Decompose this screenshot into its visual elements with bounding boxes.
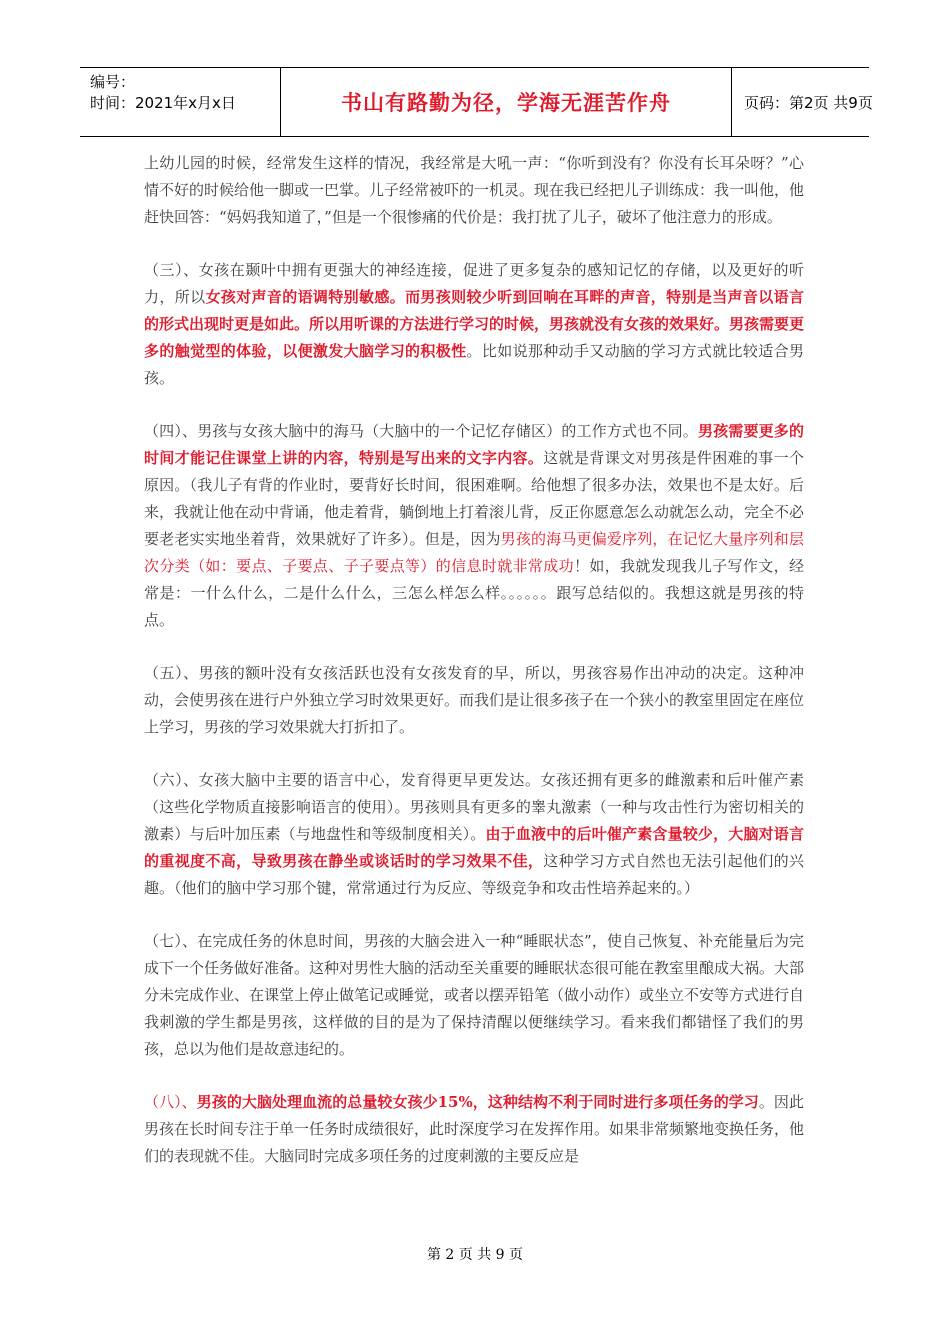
date-label: 时间：2021年x月x日 — [90, 94, 236, 112]
highlighted-text-run: 女孩对声音的语调特别敏感。而男孩则较少听到回响在耳畔的声音，特别是当声音以语言的形式出现时更是如此。所以用听课的方法进行学习的时候，男孩就没有女孩的效果好。男孩需要更多的触觉型的体验，以便激发大脑学习的积极性 — [144, 288, 805, 360]
paragraph — [144, 928, 804, 1063]
paragraph — [144, 257, 804, 392]
header-meta — [80, 68, 280, 136]
text-run: （三）、女孩在颞叶中拥有更强大的神经连接，促进了更多复杂的感知记忆的存储，以及更好的听力，所以 — [144, 261, 804, 306]
highlighted-text-run: （八）、 — [144, 1093, 197, 1111]
highlighted-text-run: 由于血液中的后叶催产素含量较少，大脑对语言的重视度不高，导致男孩在静坐或谈话时的学习效果不佳， — [144, 825, 804, 870]
highlighted-text-run: 男孩的海马更偏爱序列，在记忆大量序列和层次分类（如：要点、子要点、子子要点等）的信息时就非常成功 — [144, 530, 804, 575]
highlighted-text-run: 男孩需要更多的时间才能记住课堂上讲的内容，特别是写出来的文字内容。 — [144, 422, 804, 467]
paragraph — [144, 150, 804, 231]
paragraph — [144, 1089, 804, 1170]
text-run: （七）、在完成任务的休息时间，男孩的大脑会进入一种“睡眠状态”，使自己恢复、补充能量后为完成下一个任务做好准备。这种对男性大脑的活动至关重要的睡眠状态很可能在教室里酿成大祸。大部分未完成作业、在课堂上停止做笔记或睡觉，或者以摆弄铅笔（做小动作）或坐立不安等方式进行自我刺激的学生都是男孩，这样做的目的是为了保持清醒以便继续学习。看来我们都错怪了我们的男孩，总以为他们是故意违纪的。 — [144, 932, 805, 1058]
text-run: （六）、女孩大脑中主要的语言中心，发育得更早更发达。女孩还拥有更多的雌激素和后叶催产素（这些化学物质直接影响语言的使用）。男孩则具有更多的睾丸激素（一种与攻击性行为密切相关的激素）与后叶加压素（与地盘性和等级制度相关）。 — [144, 771, 804, 843]
page-header — [80, 67, 873, 137]
text-run: ！如，我就发现我儿子写作文，经常是：一什么什么，二是什么什么，三怎么样怎么样。。。。。。跟写总结似的。我想这就是男孩的特点。 — [144, 557, 804, 629]
text-run: 。因此男孩在长时间专注于单一任务时成绩很好，此时深度学习在发挥作用。如果非常频繁地变换任务，他们的表现就不佳。大脑同时完成多项任务的过度刺激的主要反应是 — [144, 1093, 805, 1165]
header-motto: 书山有路勤为径，学海无涯苦作舟 — [280, 68, 732, 136]
number-label: 编号： — [90, 73, 136, 91]
highlighted-text-run: 男孩的大脑处理血流的总量较女孩少15%，这种结构不利于同时进行多项任务的学习 — [196, 1093, 759, 1111]
text-run: 这种学习方式自然也无法引起他们的兴趣。（他们的脑中学习那个键，常常通过行为反应、等级竞争和攻击性培养起来的。） — [144, 852, 804, 897]
paragraph — [144, 767, 804, 902]
header-page-label: 页码：第2页 共9页 — [744, 93, 873, 112]
text-run: （五）、男孩的额叶没有女孩活跃也没有女孩发育的早，所以，男孩容易作出冲动的决定。这种冲动，会使男孩在进行户外独立学习时效果更好。而我们是让很多孩子在一个狭小的教室里固定在座位上学习，男孩的学习效果就大打折扣了。 — [144, 664, 805, 736]
paragraph — [144, 660, 804, 741]
text-run: 这就是背课文对男孩是件困难的事一个原因。（我儿子有背的作业时，要背好长时间，很困难啊。给他想了很多办法，效果也不是太好。后来，我就让他在动中背诵，他走着背，躺倒地上打着滚儿背，反正你愿意怎么动就怎么动，完全不必要老老实实地坐着背，效果就好了许多）。但是，因为 — [144, 449, 805, 548]
document-body — [144, 150, 804, 1196]
text-run: （四）、男孩与女孩大脑中的海马（大脑中的一个记忆存储区）的工作方式也不同。 — [144, 422, 698, 440]
page-footer: 第 2 页 共 9 页 — [426, 1247, 524, 1263]
text-run: 。比如说那种动手又动脑的学习方式就比较适合男孩。 — [144, 342, 804, 387]
paragraph — [144, 418, 804, 634]
text-run: 上幼儿园的时候，经常发生这样的情况，我经常是大吼一声：“你听到没有？你没有长耳朵呀？”心情不好的时候给他一脚或一巴掌。儿子经常被吓的一机灵。现在我已经把儿子训练成：我一叫他，他赶快回答：“妈妈我知道了，”但是一个很惨痛的代价是：我打扰了儿子，破坏了他注意力的形成。 — [144, 154, 805, 226]
